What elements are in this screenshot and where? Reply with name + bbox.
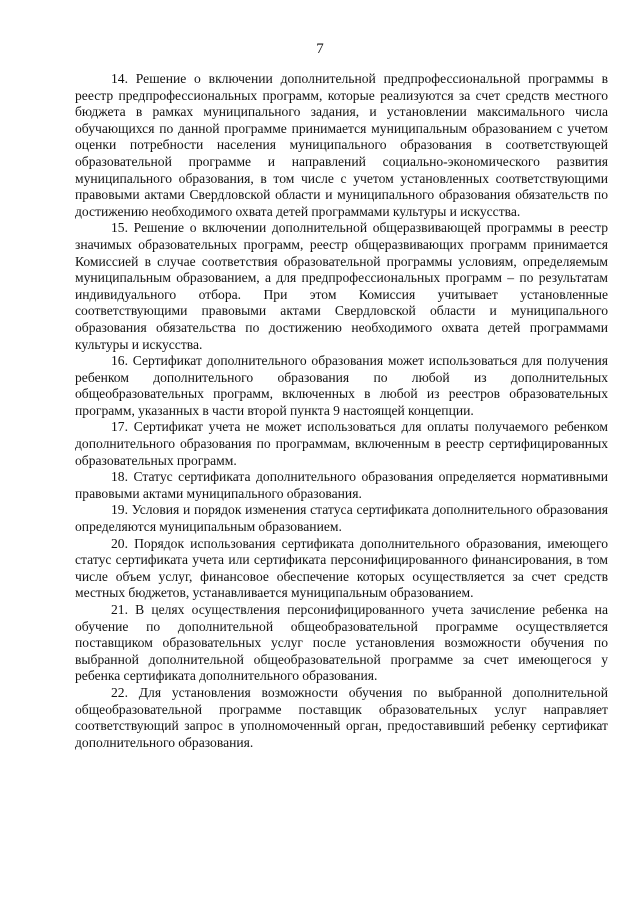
- paragraph-15: 15. Решение о включении дополнительной общеразвивающей программы в реестр значимых образовательных программ, реестр общеразвивающих программ принимается Комиссией в случае соответствия образовательной программы условиям, определяемым муниципальным образованием, а для предпрофессиональных программ – по результатам индивидуального отбора. При этом Комиссия учитывает установленные соответствующими правовыми актами Свердловской области и муниципального образования обязательства по достижению необходимого охвата детей программами культуры и искусства.: [75, 220, 608, 352]
- paragraph-16: 16. Сертификат дополнительного образования может использоваться для получения ребенком дополнительного образования по любой из дополнительных общеобразовательных программ, включенных в любой из реестров образовательных программ, указанных в части второй пункта 9 настоящей концепции.: [75, 353, 608, 418]
- paragraph-22: 22. Для установления возможности обучения по выбранной дополнительной общеобразовательной программе поставщик образовательных услуг направляет соответствующий запрос в уполномоченный орган, предоставивший ребенку сертификат дополнительного образования.: [75, 684, 608, 750]
- document-body: [75, 71, 608, 751]
- page-number: 7: [316, 41, 324, 57]
- paragraph-21: 21. В целях осуществления персонифицированного учета зачисление ребенка на обучение по дополнительной общеобразовательной программе осуществляется поставщиком образовательных услуг после установления возможности обучения по выбранной дополнительной общеобразовательной программе за счет имеющегося у ребенка сертификата дополнительного образования.: [75, 602, 608, 684]
- paragraph-17: 17. Сертификат учета не может использоваться для оплаты получаемого ребенком дополнительного образования по программам, включенным в реестр сертифицированных образовательных программ.: [75, 419, 608, 468]
- paragraph-20: 20. Порядок использования сертификата дополнительного образования, имеющего статус сертификата учета или сертификата персонифицированного финансирования, в том числе объем услуг, финансовое обеспечение которых осуществляется за счет средств местных бюджетов, устанавливается муниципальным образованием.: [75, 535, 608, 601]
- paragraph-14: 14. Решение о включении дополнительной предпрофессиональной программы в реестр предпрофессиональных программ, которые реализуются за счет средств местного бюджета в рамках муниципального задания, и установлении максимального числа обучающихся по данной программе принимается муниципальным образованием с учетом оценки потребности населения муниципального образования в соответствующей образовательной программе и направлений социально-экономического развития муниципального образования, в том числе с учетом установленных соответствующими правовыми актами Свердловской области и муниципального образования обязательств по достижению необходимого охвата детей программами культуры и искусства.: [75, 71, 608, 219]
- paragraph-18: 18. Статус сертификата дополнительного образования определяется нормативными правовыми актами муниципального образования.: [75, 469, 608, 501]
- paragraph-19: 19. Условия и порядок изменения статуса сертификата дополнительного образования определяются муниципальным образованием.: [75, 502, 608, 535]
